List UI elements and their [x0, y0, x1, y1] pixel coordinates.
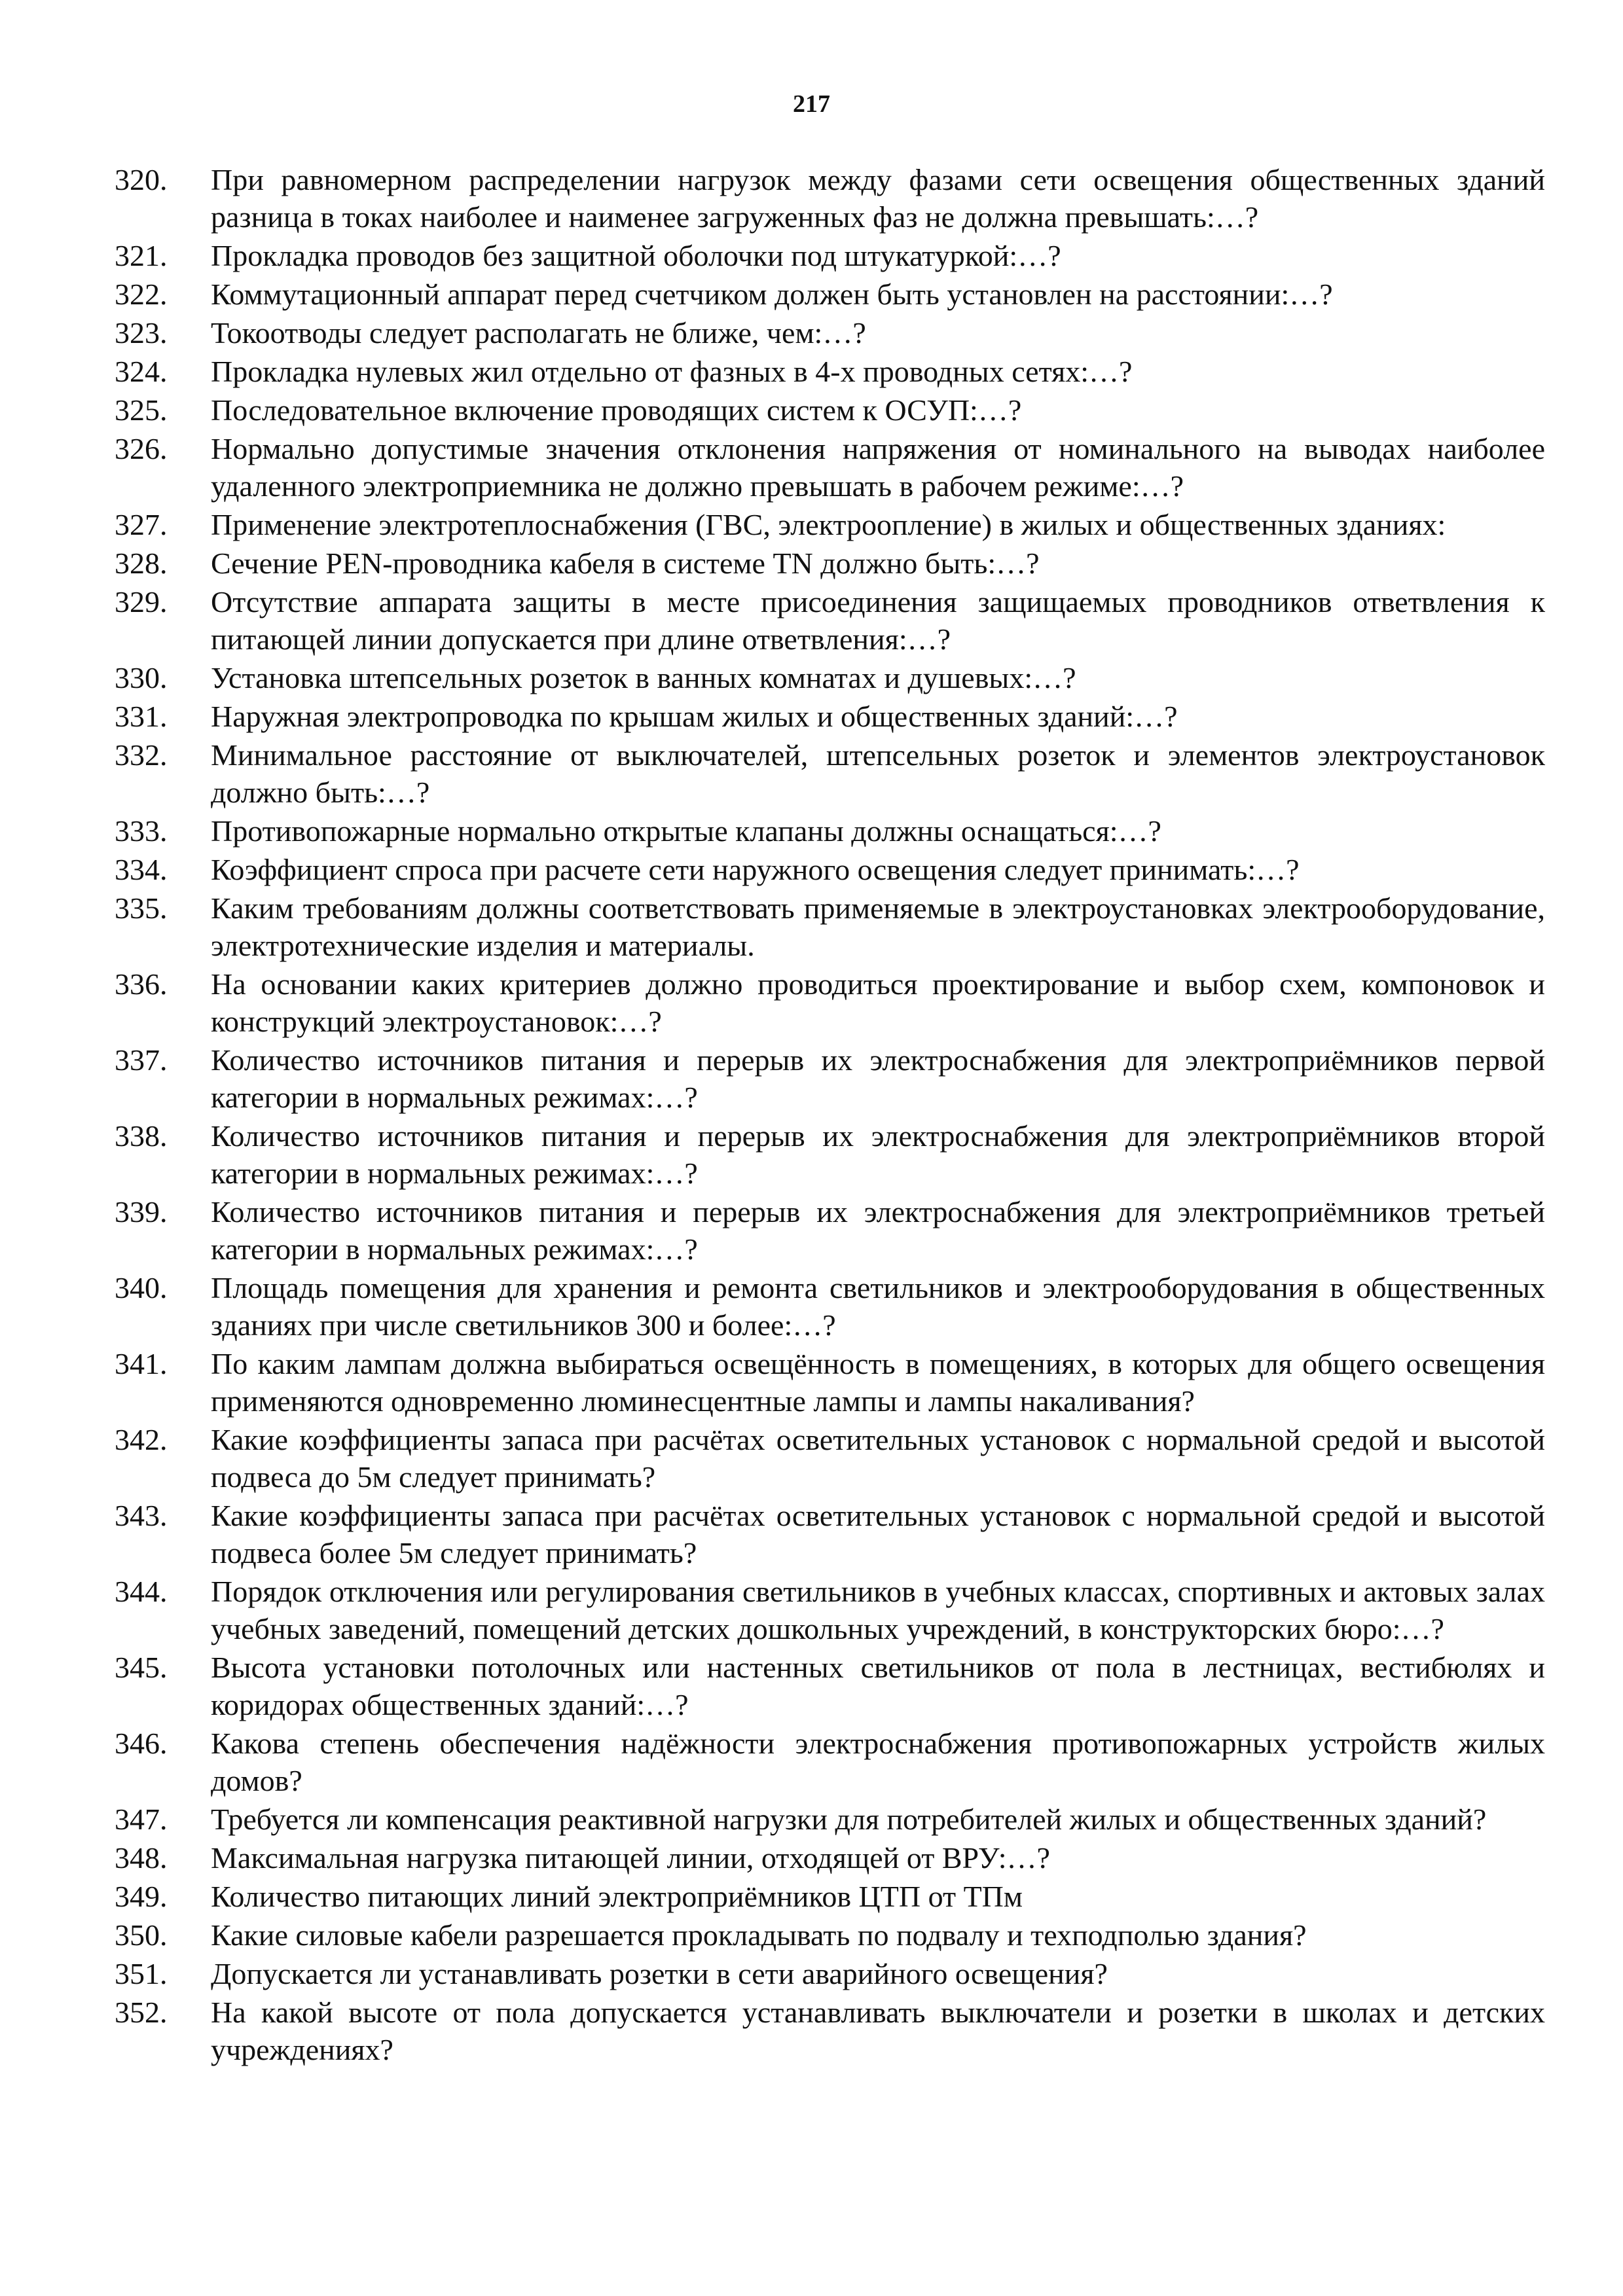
item-text: Количество источников питания и перерыв их электроснабжения для электроприёмников первой категории в нормальных режимах:…? — [211, 1043, 1545, 1114]
item-text: Наружная электропроводка по крышам жилых и общественных зданий:…? — [211, 700, 1178, 733]
item-number: 342. — [115, 1423, 168, 1456]
item-text: Прокладка проводов без защитной оболочки под штукатуркой:…? — [211, 239, 1061, 272]
item-text: Высота установки потолочных или настенных светильников от пола в лестницах, вестибюлях и коридорах общественных зданий:…? — [211, 1651, 1545, 1721]
item-number: 347. — [115, 1803, 168, 1836]
item-text: Допускается ли устанавливать розетки в сети аварийного освещения? — [211, 1957, 1108, 1990]
list-item — [115, 1725, 1545, 1799]
item-text: Нормально допустимые значения отклонения напряжения от номинального на выводах наиболее удаленного электроприемника не должно превышать в рабочем режиме:…? — [211, 432, 1545, 503]
item-text: Каким требованиям должны соответствовать применяемые в электроустановках электрооборудование, электротехнические изделия и материалы. — [211, 891, 1545, 962]
list-item — [115, 545, 1545, 582]
list-item — [115, 851, 1545, 888]
list-item — [115, 1994, 1545, 2068]
item-number: 338. — [115, 1119, 168, 1153]
item-number: 332. — [115, 738, 168, 772]
list-item — [115, 1878, 1545, 1915]
item-number: 352. — [115, 1996, 168, 2029]
item-text: При равномерном распределении нагрузок между фазами сети освещения общественных зданий разница в токах наиболее и наименее загруженных фаз не должна превышать:…? — [211, 163, 1545, 234]
item-text: Количество источников питания и перерыв их электроснабжения для электроприёмников третьей категории в нормальных режимах:…? — [211, 1195, 1545, 1266]
item-number: 324. — [115, 355, 168, 388]
list-item — [115, 1041, 1545, 1116]
list-item — [115, 1573, 1545, 1647]
item-number: 344. — [115, 1575, 168, 1608]
item-number: 346. — [115, 1727, 168, 1760]
item-text: Применение электротеплоснабжения (ГВС, электроопление) в жилых и общественных зданиях: — [211, 508, 1446, 541]
item-number: 339. — [115, 1195, 168, 1229]
list-item — [115, 237, 1545, 274]
item-number: 351. — [115, 1957, 168, 1990]
item-number: 348. — [115, 1841, 168, 1874]
item-number: 350. — [115, 1918, 168, 1952]
item-number: 323. — [115, 316, 168, 350]
item-number: 341. — [115, 1347, 168, 1380]
item-text: Количество питающих линий электроприёмников ЦТП от ТПм — [211, 1880, 1023, 1913]
item-number: 322. — [115, 278, 168, 311]
list-item — [115, 965, 1545, 1040]
page-number: 217 — [793, 90, 830, 118]
item-text: Площадь помещения для хранения и ремонта светильников и электрооборудования в общественных зданиях при числе светильников 300 и более:…? — [211, 1271, 1545, 1342]
list-item — [115, 391, 1545, 429]
item-number: 327. — [115, 508, 168, 541]
item-text: Установка штепсельных розеток в ванных комнатах и душевых:…? — [211, 661, 1076, 694]
item-text: Порядок отключения или регулирования светильников в учебных классах, спортивных и актовых залах учебных заведений, помещений детских дошкольных учреждений, в конструкторских бюро:…? — [211, 1575, 1545, 1645]
item-number: 325. — [115, 393, 168, 427]
item-number: 343. — [115, 1499, 168, 1532]
item-number: 320. — [115, 163, 168, 196]
item-number: 328. — [115, 547, 168, 580]
list-item — [115, 1801, 1545, 1838]
list-item — [115, 1649, 1545, 1723]
item-text: Количество источников питания и перерыв их электроснабжения для электроприёмников второй категории в нормальных режимах:…? — [211, 1119, 1545, 1190]
list-item — [115, 276, 1545, 313]
item-number: 326. — [115, 432, 168, 465]
item-number: 336. — [115, 967, 168, 1001]
item-number: 340. — [115, 1271, 168, 1304]
item-number: 334. — [115, 853, 168, 886]
item-number: 330. — [115, 661, 168, 694]
item-number: 345. — [115, 1651, 168, 1684]
item-text: Максимальная нагрузка питающей линии, отходящей от ВРУ:…? — [211, 1841, 1050, 1874]
item-text: Сечение PEN-проводника кабеля в системе TN должно быть:…? — [211, 547, 1040, 580]
item-number: 337. — [115, 1043, 168, 1077]
item-text: Последовательное включение проводящих систем к ОСУП:…? — [211, 393, 1022, 427]
item-text: Какие коэффициенты запаса при расчётах осветительных установок с нормальной средой и высотой подвеса более 5м следует принимать? — [211, 1499, 1545, 1570]
list-item — [115, 1193, 1545, 1268]
item-number: 333. — [115, 814, 168, 848]
list-item — [115, 430, 1545, 505]
item-number: 335. — [115, 891, 168, 925]
item-text: Прокладка нулевых жил отдельно от фазных в 4-х проводных сетях:…? — [211, 355, 1133, 388]
list-item — [115, 1955, 1545, 1992]
list-item — [115, 1421, 1545, 1496]
list-item — [115, 698, 1545, 735]
item-number: 349. — [115, 1880, 168, 1913]
list-item — [115, 353, 1545, 390]
list-item — [115, 1497, 1545, 1571]
item-text: По каким лампам должна выбираться освещённость в помещениях, в которых для общего освещения применяются одновременно люминесцентные лампы и лампы накаливания? — [211, 1347, 1545, 1418]
item-text: Какие силовые кабели разрешается прокладывать по подвалу и техподполью здания? — [211, 1918, 1307, 1952]
item-text: Какова степень обеспечения надёжности электроснабжения противопожарных устройств жилых домов? — [211, 1727, 1545, 1797]
list-item — [115, 583, 1545, 658]
item-number: 329. — [115, 585, 168, 619]
list-item — [115, 314, 1545, 351]
list-item — [115, 1345, 1545, 1420]
item-number: 331. — [115, 700, 168, 733]
item-text: Отсутствие аппарата защиты в месте присоединения защищаемых проводников ответвления к питающей линии допускается при длине ответвления:…? — [211, 585, 1545, 656]
list-item — [115, 736, 1545, 811]
list-item — [115, 812, 1545, 850]
item-text: Токоотводы следует располагать не ближе, чем:…? — [211, 316, 866, 350]
list-item — [115, 161, 1545, 236]
item-text: Коммутационный аппарат перед счетчиком должен быть установлен на расстоянии:…? — [211, 278, 1333, 311]
question-list — [115, 161, 1545, 2070]
item-text: Требуется ли компенсация реактивной нагрузки для потребителей жилых и общественных зданий? — [211, 1803, 1487, 1836]
list-item — [115, 659, 1545, 696]
item-text: Коэффициент спроса при расчете сети наружного освещения следует принимать:…? — [211, 853, 1300, 886]
item-text: Противопожарные нормально открытые клапаны должны оснащаться:…? — [211, 814, 1161, 848]
item-text: Минимальное расстояние от выключателей, штепсельных розеток и элементов электроустановок должно быть:…? — [211, 738, 1545, 809]
item-text: На какой высоте от пола допускается устанавливать выключатели и розетки в школах и детских учреждениях? — [211, 1996, 1545, 2066]
list-item — [115, 889, 1545, 964]
list-item — [115, 1839, 1545, 1876]
list-item — [115, 1916, 1545, 1954]
item-text: На основании каких критериев должно проводиться проектирование и выбор схем, компоновок и конструкций электроустановок:…? — [211, 967, 1545, 1038]
item-text: Какие коэффициенты запаса при расчётах осветительных установок с нормальной средой и высотой подвеса до 5м следует принимать? — [211, 1423, 1545, 1494]
list-item — [115, 1117, 1545, 1192]
list-item — [115, 506, 1545, 543]
list-item — [115, 1269, 1545, 1344]
item-number: 321. — [115, 239, 168, 272]
